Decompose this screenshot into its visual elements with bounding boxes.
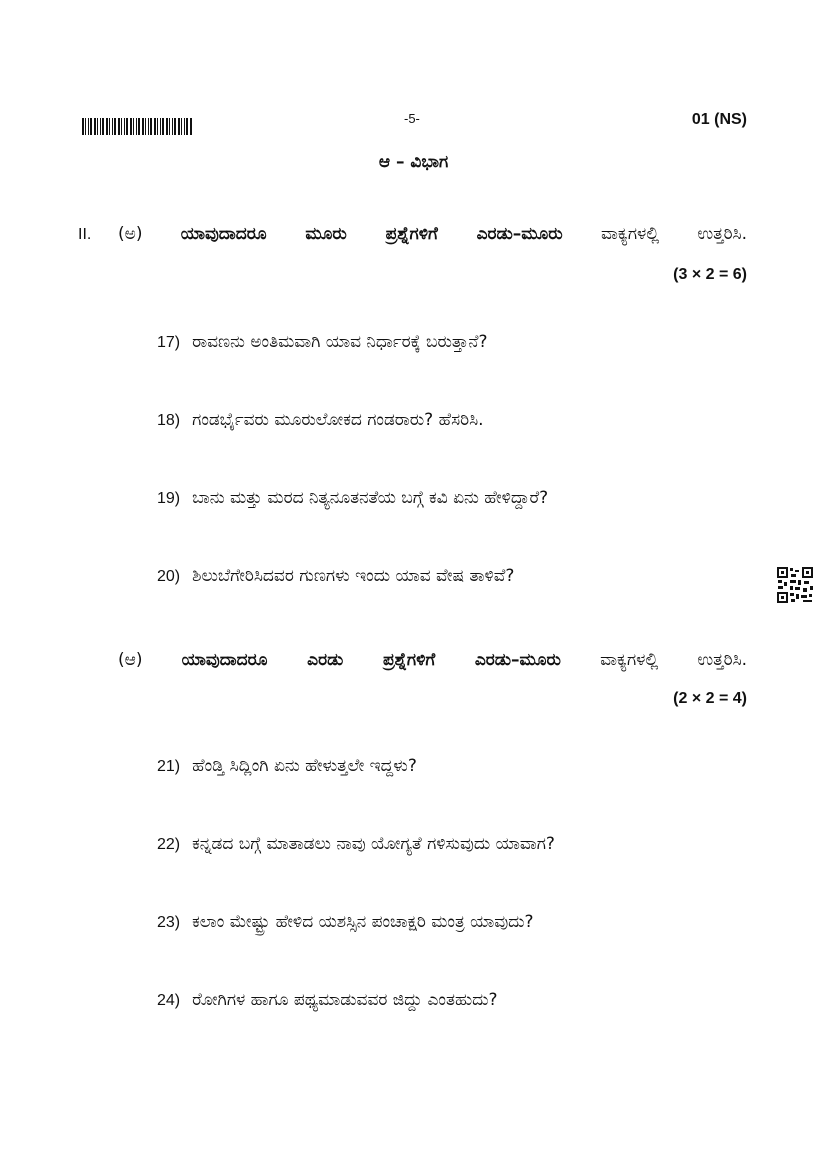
question-text: ಕನ್ನಡದ ಬಗ್ಗೆ ಮಾತಾಡಲು ನಾವು ಯೋಗ್ಯತೆ ಗಳಿಸುವುದು ಯಾವಾಗ? (192, 834, 555, 854)
question-23 (157, 912, 534, 932)
part-a-marks: (3 × 2 = 6) (673, 266, 747, 283)
part-a-instruction-rest: ವಾಕ್ಯಗಳಲ್ಲಿ ಉತ್ತರಿಸಿ. (600, 224, 747, 244)
part-a-label: (ಅ) (118, 224, 143, 244)
question-text: ಗಂಡರ್ಭೈವರು ಮೂರುಲೋಕದ ಗಂಡರಾರು? ಹೆಸರಿಸಿ. (192, 410, 484, 430)
question-text: ಬಾನು ಮತ್ತು ಮರದ ನಿತ್ಯನೂತನತೆಯ ಬಗ್ಗೆ ಕವಿ ಏನು ಹೇಳಿದ್ದಾರೆ? (192, 488, 549, 508)
part-a-instruction-bold: ಯಾವುದಾದರೂ ಮೂರು ಪ್ರಶ್ನೆಗಳಿಗೆ ಎರಡು–ಮೂರು (180, 224, 563, 244)
question-18 (157, 410, 484, 430)
barcode (82, 118, 192, 135)
qr-code (776, 566, 814, 604)
question-number: 24) (157, 992, 181, 1009)
question-number: 17) (157, 334, 181, 351)
question-24 (157, 990, 498, 1010)
section-title: ಆ – ವಿಭಾಗ (378, 152, 449, 172)
question-21 (157, 756, 417, 776)
question-text: ರಾವಣನು ಅಂತಿಮವಾಗಿ ಯಾವ ನಿರ್ಧಾರಕ್ಕೆ ಬರುತ್ತಾನೆ? (192, 332, 488, 352)
question-number: 21) (157, 758, 181, 775)
question-20 (157, 566, 514, 586)
page-number: -5- (404, 111, 420, 126)
paper-code: 01 (NS) (691, 111, 747, 128)
question-22 (157, 834, 555, 854)
part-b-label: (ಆ) (118, 650, 143, 670)
question-text: ಕಲಾಂ ಮೇಷ್ಟ್ರು ಹೇಳಿದ ಯಶಸ್ಸಿನ ಪಂಚಾಕ್ಷರಿ ಮಂತ್ರ ಯಾವುದು? (192, 912, 534, 932)
part-b-instruction (118, 650, 747, 670)
section-number: II. (78, 226, 92, 243)
question-text: ಹೆಂಡ್ತಿ ಸಿದ್ಲಿಂಗಿ ಏನು ಹೇಳುತ್ತಲೇ ಇದ್ದಳು? (192, 756, 417, 776)
part-a-instruction (118, 224, 747, 244)
question-text: ಶಿಲುಬೆಗೇರಿಸಿದವರ ಗುಣಗಳು ಇಂದು ಯಾವ ವೇಷ ತಾಳಿವೆ? (192, 566, 515, 586)
question-number: 18) (157, 412, 181, 429)
question-number: 19) (157, 490, 181, 507)
question-number: 20) (157, 568, 181, 585)
question-text: ರೋಗಿಗಳ ಹಾಗೂ ಪಥ್ಯಮಾಡುವವರ ಜಿದ್ದು ಎಂತಹುದು? (192, 990, 498, 1010)
question-number: 23) (157, 914, 181, 931)
question-number: 22) (157, 836, 181, 853)
question-19 (157, 488, 548, 508)
question-17 (157, 332, 488, 352)
part-b-instruction-rest: ವಾಕ್ಯಗಳಲ್ಲಿ ಉತ್ತರಿಸಿ. (600, 650, 748, 670)
part-b-marks: (2 × 2 = 4) (673, 690, 747, 707)
part-b-instruction-bold: ಯಾವುದಾದರೂ ಎರಡು ಪ್ರಶ್ನೆಗಳಿಗೆ ಎರಡು–ಮೂರು (181, 650, 561, 670)
